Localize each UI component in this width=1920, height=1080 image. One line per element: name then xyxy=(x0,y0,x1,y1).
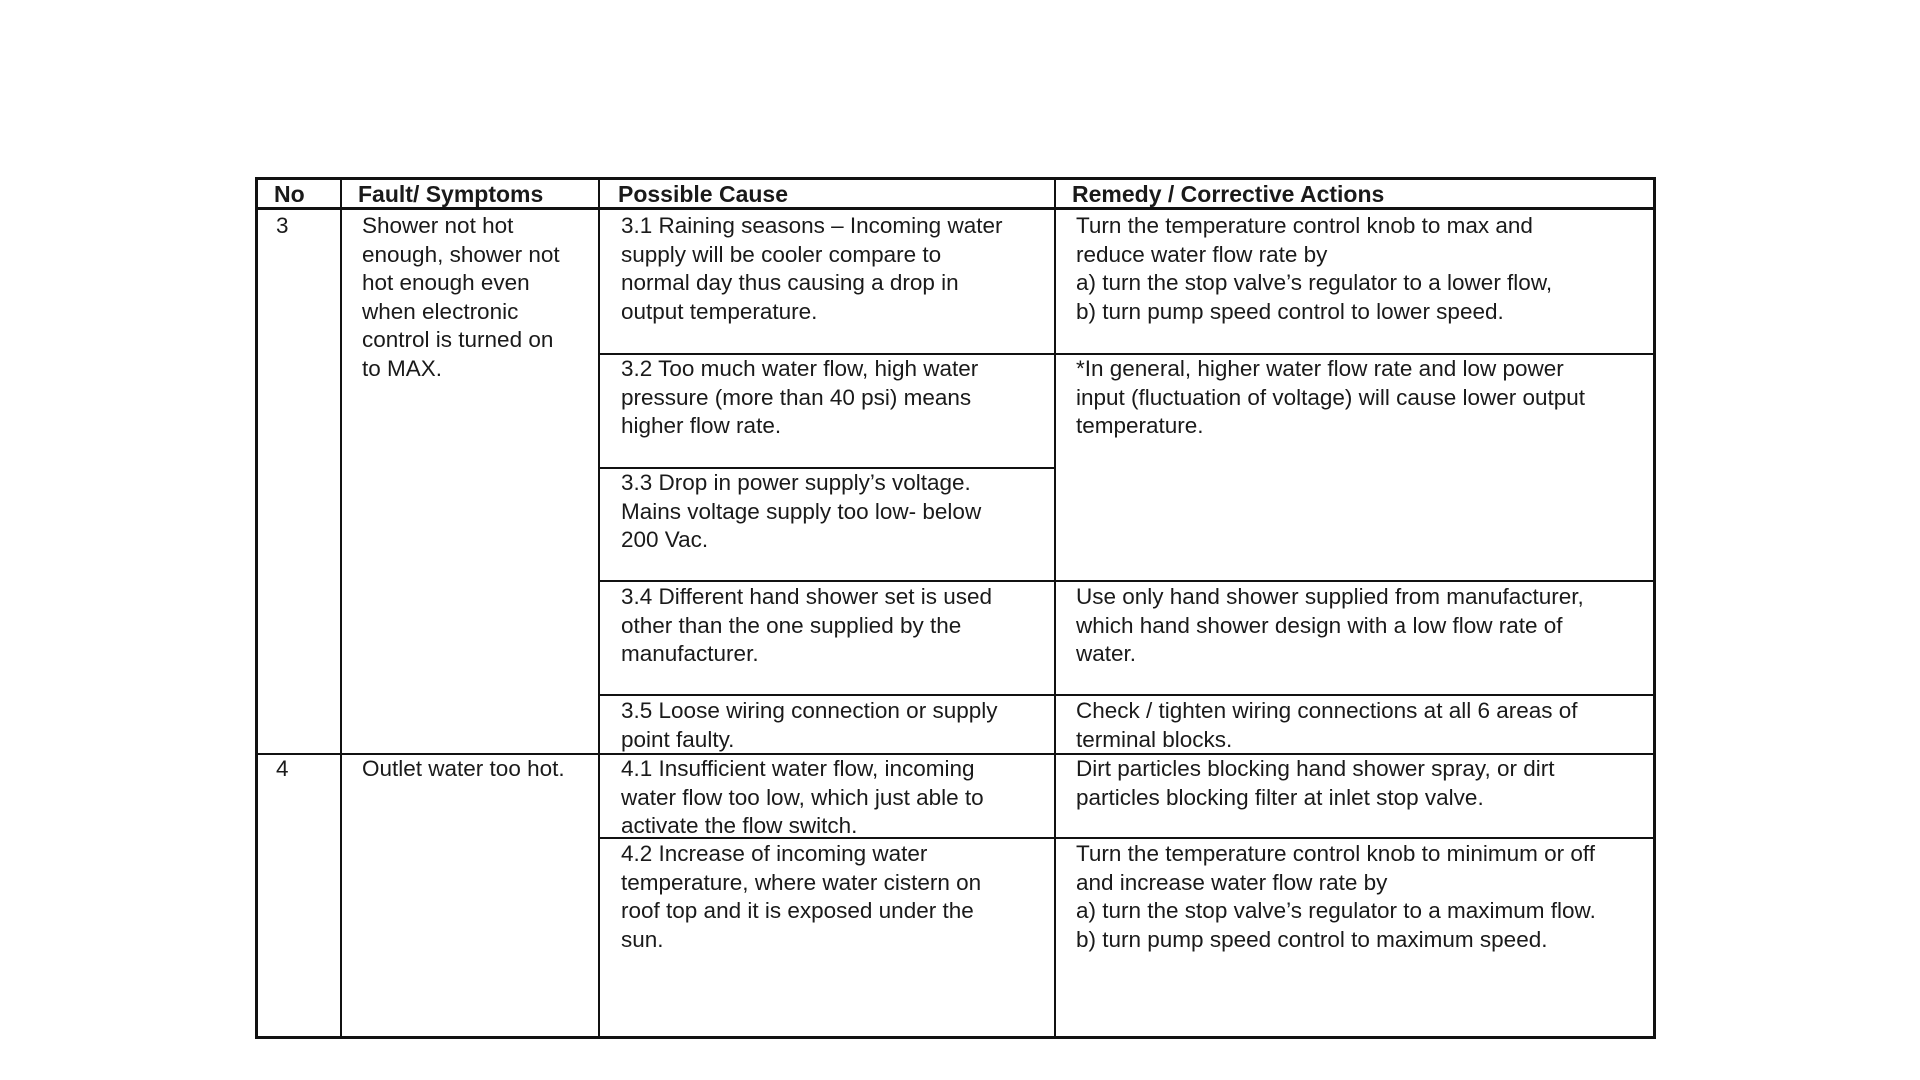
text-line: b) turn pump speed control to lower speed. xyxy=(1076,298,1504,324)
cause-3-3 xyxy=(621,469,981,555)
header-no: No xyxy=(274,181,305,207)
text-line: water. xyxy=(1076,641,1137,666)
text-line: 3.2 Too much water flow, high water xyxy=(621,356,979,381)
text-line: particles blocking filter at inlet stop valve. xyxy=(1076,784,1484,810)
text-line: 3.3 Drop in power supply’s voltage. xyxy=(621,470,971,495)
text-line: and increase water flow rate by xyxy=(1076,869,1388,895)
text-line: b) turn pump speed control to maximum speed. xyxy=(1076,926,1548,952)
text-line: supply will be cooler compare to xyxy=(621,241,942,267)
remedy-3-1 xyxy=(1076,212,1552,326)
text-line: 3.4 Different hand shower set is used xyxy=(621,584,993,609)
text-line: temperature, where water cistern on xyxy=(621,869,982,895)
remedy-3-5 xyxy=(1076,697,1578,754)
text-line: terminal blocks. xyxy=(1076,726,1233,752)
text-line: to MAX. xyxy=(362,355,443,381)
text-line: temperature. xyxy=(1076,413,1204,438)
text-line: Turn the temperature control knob to minimum or off xyxy=(1076,841,1595,866)
cause-4-1 xyxy=(621,755,984,841)
remedy-3-4 xyxy=(1076,583,1584,669)
text-line: pressure (more than 40 psi) means xyxy=(621,384,972,410)
text-line: Outlet water too hot. xyxy=(362,756,565,781)
text-line: manufacturer. xyxy=(621,641,759,666)
text-line: a) turn the stop valve’s regulator to a maximum flow. xyxy=(1076,898,1596,923)
column-divider xyxy=(1054,180,1056,1036)
cause-3-5 xyxy=(621,697,997,754)
text-line: Mains voltage supply too low- below xyxy=(621,498,982,524)
cause-4-2 xyxy=(621,840,981,954)
header-possible-cause: Possible Cause xyxy=(618,181,789,207)
text-line: output temperature. xyxy=(621,298,818,324)
text-line: Turn the temperature control knob to max and xyxy=(1076,213,1533,238)
text-line: point faulty. xyxy=(621,726,735,752)
text-line: reduce water flow rate by xyxy=(1076,241,1328,267)
text-line: sun. xyxy=(621,926,664,952)
row-divider xyxy=(598,580,1656,582)
row-divider xyxy=(598,694,1656,696)
cause-3-1 xyxy=(621,212,1002,326)
text-line: input (fluctuation of voltage) will cause lower output xyxy=(1076,384,1586,410)
text-line: higher flow rate. xyxy=(621,413,782,438)
row4-no: 4 xyxy=(276,756,289,781)
text-line: normal day thus causing a drop in xyxy=(621,270,959,295)
text-line: 200 Vac. xyxy=(621,527,709,552)
text-line: Dirt particles blocking hand shower spray, or dirt xyxy=(1076,756,1555,781)
table-header-row xyxy=(258,180,1653,210)
text-line: control is turned on xyxy=(362,327,554,352)
header-fault-symptoms: Fault/ Symptoms xyxy=(358,181,544,207)
text-line: 4.1 Insufficient water flow, incoming xyxy=(621,756,975,781)
text-line: enough, shower not xyxy=(362,241,560,267)
header-remedy: Remedy / Corrective Actions xyxy=(1072,181,1385,207)
text-line: a) turn the stop valve’s regulator to a lower flow, xyxy=(1076,270,1553,295)
column-divider xyxy=(598,180,600,1036)
row3-fault xyxy=(362,212,560,383)
text-line: water flow too low, which just able to xyxy=(621,784,984,810)
text-line: 4.2 Increase of incoming water xyxy=(621,841,928,866)
cause-3-4 xyxy=(621,583,992,669)
troubleshooting-table xyxy=(255,177,1656,1039)
text-line: Check / tighten wiring connections at all 6 areas of xyxy=(1076,698,1578,723)
text-line: Shower not hot xyxy=(362,213,514,238)
text-line: 3.5 Loose wiring connection or supply xyxy=(621,698,998,723)
row4-fault xyxy=(362,755,565,784)
row3-no: 3 xyxy=(276,213,289,238)
text-line: Use only hand shower supplied from manufacturer, xyxy=(1076,584,1584,609)
remedy-3-2-3-3 xyxy=(1076,355,1585,441)
text-line: when electronic xyxy=(362,298,519,324)
text-line: which hand shower design with a low flow rate of xyxy=(1076,612,1563,638)
text-line: activate the flow switch. xyxy=(621,813,858,838)
text-line: 3.1 Raining seasons – Incoming water xyxy=(621,213,1003,238)
cause-3-2 xyxy=(621,355,978,441)
remedy-4-1 xyxy=(1076,755,1555,812)
text-line: other than the one supplied by the xyxy=(621,612,962,638)
text-line: *In general, higher water flow rate and low power xyxy=(1076,356,1564,381)
text-line: hot enough even xyxy=(362,270,530,295)
column-divider xyxy=(340,180,342,1036)
text-line: roof top and it is exposed under the xyxy=(621,898,974,923)
remedy-4-2 xyxy=(1076,840,1596,954)
